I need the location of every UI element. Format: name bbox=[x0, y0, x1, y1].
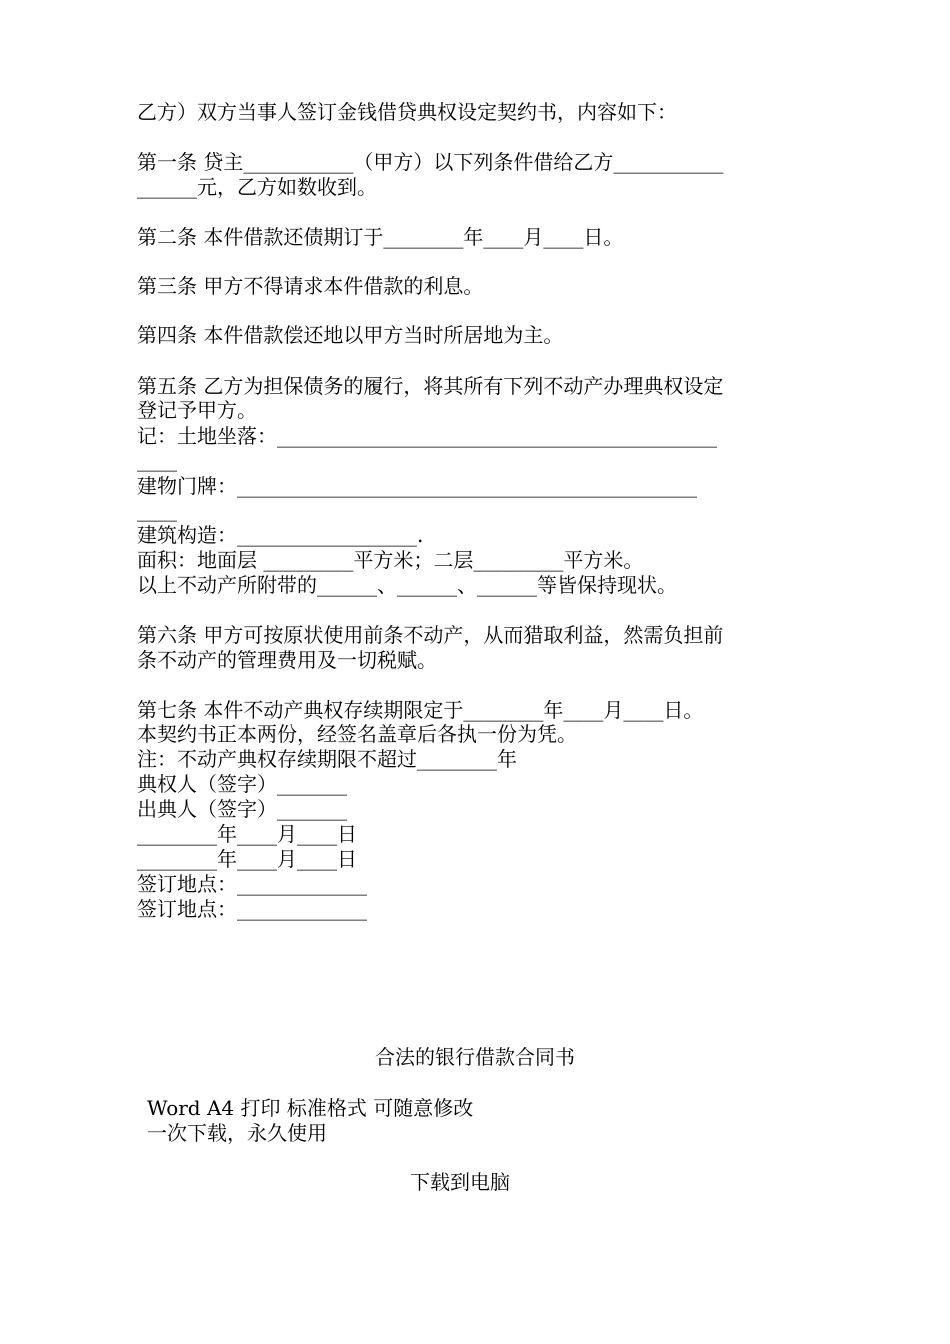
article-5-line-2: 登记予甲方。 bbox=[137, 398, 257, 422]
area-line: 面积：地面层 _________平方米；二层_________平方米。 bbox=[137, 548, 644, 572]
mortgagee-signature-line: 典权人（签字）_______ bbox=[137, 772, 347, 796]
signing-place-line-2: 签订地点：_____________ bbox=[137, 897, 367, 921]
article-7: 第七条 本件不动产典权存续期限定于________年____月____日。 bbox=[137, 698, 704, 722]
article-2: 第二条 本件借款还债期订于________年____月____日。 bbox=[137, 225, 624, 249]
copies-line: 本契约书正本两份，经签名盖章后各执一份为凭。 bbox=[137, 722, 577, 746]
footer-title: 合法的银行借款合同书 bbox=[375, 1045, 575, 1069]
building-structure-line: 建筑构造：__________________. bbox=[137, 523, 424, 547]
mortgagor-signature-line: 出典人（签字）_______ bbox=[137, 797, 347, 821]
land-location-line: 记：土地坐落：____________________________________________ bbox=[137, 424, 717, 448]
article-1-line-1: 第一条 贷主___________（甲方）以下列条件借给乙方___________ bbox=[137, 150, 724, 174]
land-location-overflow: ____ bbox=[137, 448, 177, 472]
article-6-line-1: 第六条 甲方可按原状使用前条不动产，从而猎取利益，然需负担前 bbox=[137, 623, 724, 647]
date-line-1: ________年____月____日 bbox=[137, 822, 357, 846]
signing-place-line-1: 签订地点：_____________ bbox=[137, 872, 367, 896]
article-1-line-2: ______元，乙方如数收到。 bbox=[137, 175, 377, 199]
footer-note-line-2: 一次下载，永久使用 bbox=[147, 1121, 327, 1145]
article-6-line-2: 条不动产的管理费用及一切税赋。 bbox=[137, 648, 437, 672]
article-4: 第四条 本件借款偿还地以甲方当时所居地为主。 bbox=[137, 323, 564, 347]
download-link[interactable]: 下载到电脑 bbox=[410, 1170, 510, 1194]
attachments-line: 以上不动产所附带的______、______、______等皆保持现状。 bbox=[137, 573, 677, 597]
building-number-line: 建物门牌：______________________________________________ bbox=[137, 474, 697, 498]
intro-line: 乙方）双方当事人签订金钱借贷典权设定契约书，内容如下： bbox=[137, 100, 677, 124]
term-note-line: 注：不动产典权存续期限不超过________年 bbox=[137, 747, 517, 771]
article-3: 第三条 甲方不得请求本件借款的利息。 bbox=[137, 274, 484, 298]
building-number-overflow: ____ bbox=[137, 498, 177, 522]
footer-note-line-1: Word A4 打印 标准格式 可随意修改 bbox=[147, 1096, 474, 1120]
article-5-line-1: 第五条 乙方为担保债务的履行，将其所有下列不动产办理典权设定 bbox=[137, 374, 724, 398]
date-line-2: ________年____月____日 bbox=[137, 847, 357, 871]
